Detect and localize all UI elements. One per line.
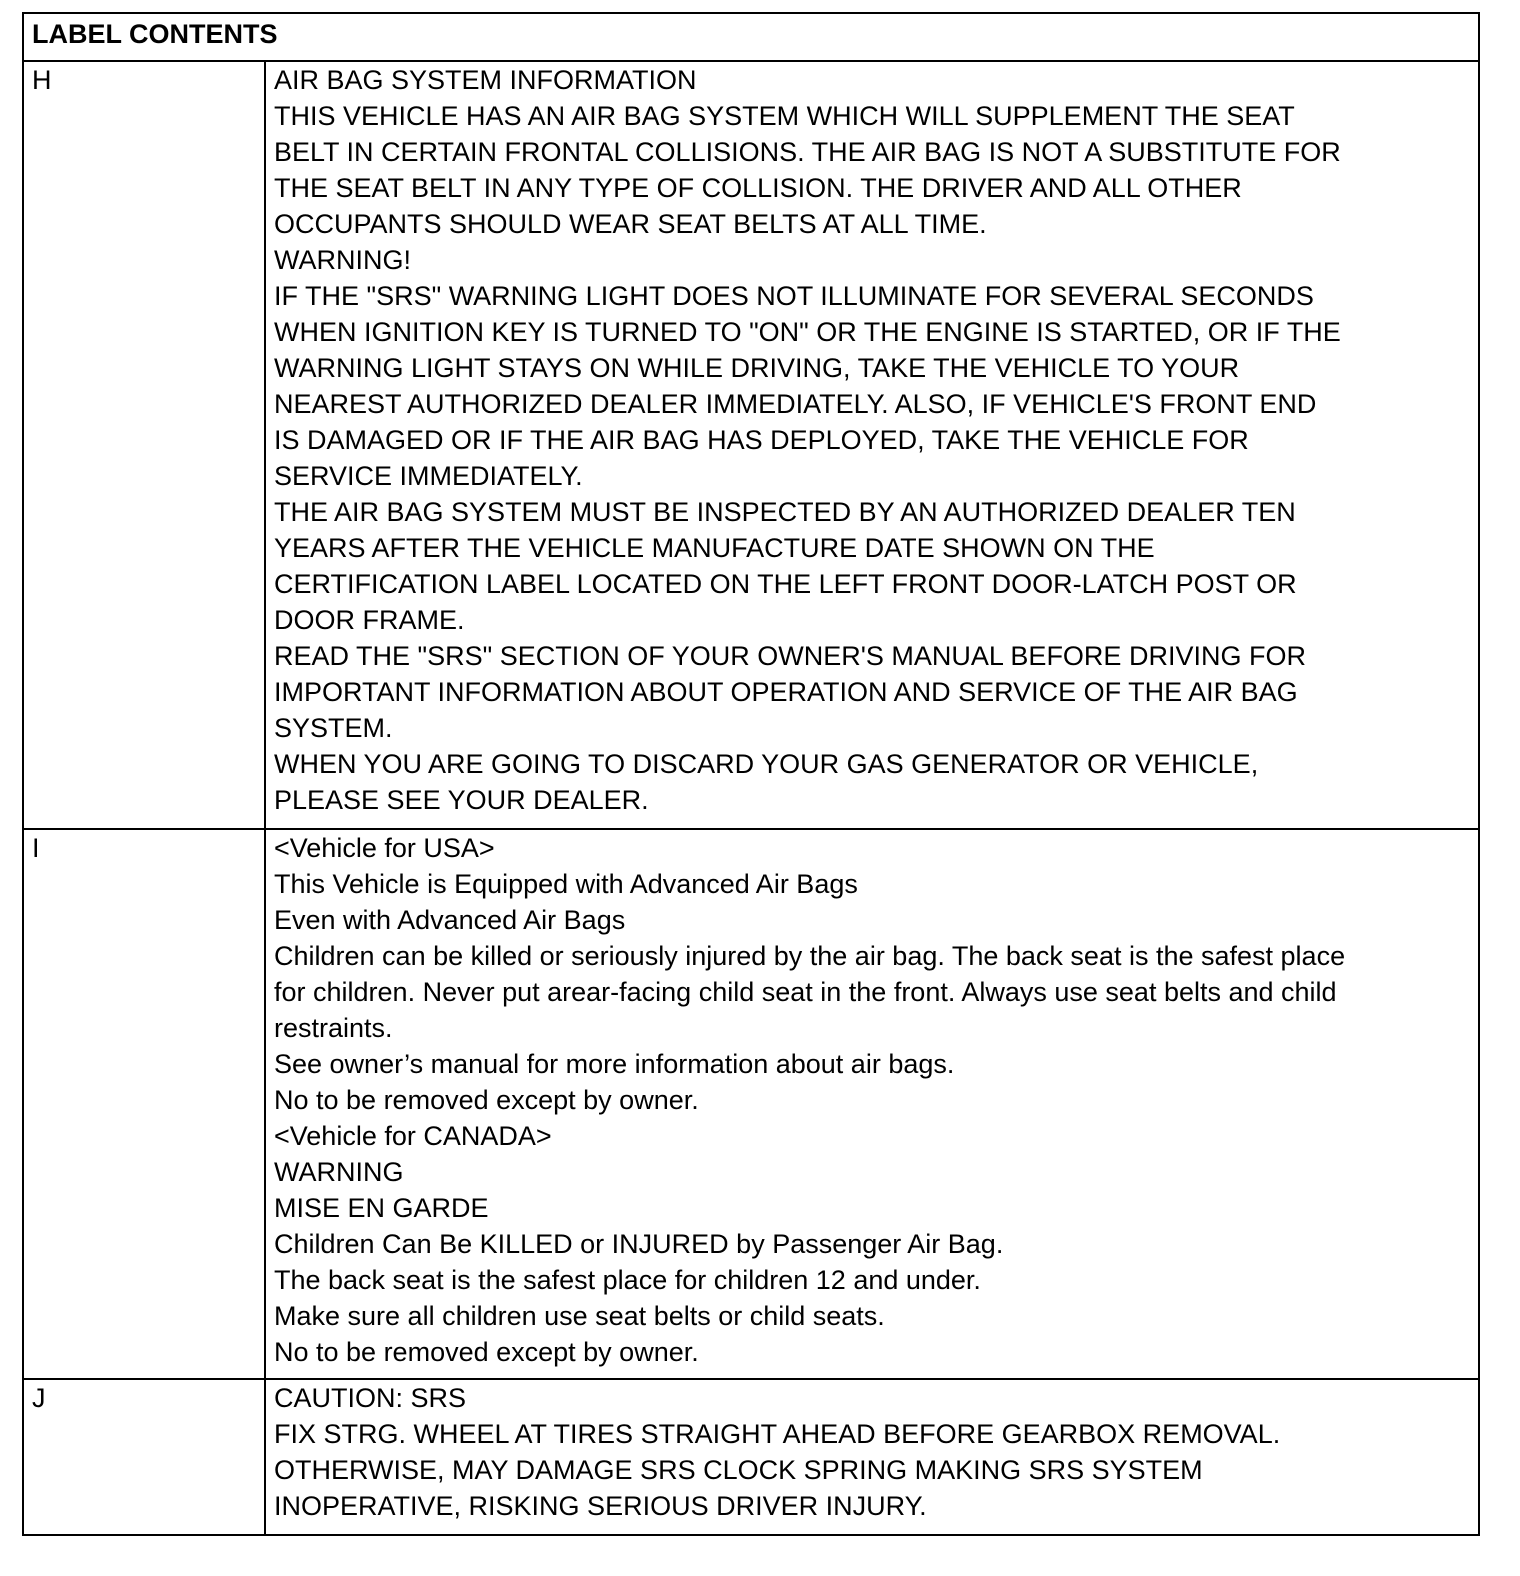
text-line: See owner’s manual for more information about air bags. (274, 1049, 955, 1079)
label-contents-table (22, 12, 1480, 1536)
text-line: MISE EN GARDE (274, 1193, 489, 1223)
table-row-j (23, 1379, 1479, 1535)
row-key-i: I (23, 829, 265, 1379)
text-line: IMPORTANT INFORMATION ABOUT OPERATION AND SERVICE OF THE AIR BAG (274, 677, 1298, 707)
text-line: THIS VEHICLE HAS AN AIR BAG SYSTEM WHICH WILL SUPPLEMENT THE SEAT (274, 101, 1295, 131)
text-line: NEAREST AUTHORIZED DEALER IMMEDIATELY. ALSO, IF VEHICLE'S FRONT END (274, 389, 1317, 419)
text-line: restraints. (274, 1013, 393, 1043)
text-line: CERTIFICATION LABEL LOCATED ON THE LEFT FRONT DOOR-LATCH POST OR (274, 569, 1297, 599)
text-line: INOPERATIVE, RISKING SERIOUS DRIVER INJURY. (274, 1491, 927, 1521)
row-text-j (265, 1379, 1479, 1535)
text-line: WARNING LIGHT STAYS ON WHILE DRIVING, TAKE THE VEHICLE TO YOUR (274, 353, 1240, 383)
text-line: YEARS AFTER THE VEHICLE MANUFACTURE DATE SHOWN ON THE (274, 533, 1155, 563)
text-line: PLEASE SEE YOUR DEALER. (274, 785, 649, 815)
row-key-j: J (23, 1379, 265, 1535)
text-line: Even with Advanced Air Bags (274, 905, 626, 935)
text-line: WARNING (274, 1157, 404, 1187)
table-header-row (23, 13, 1479, 61)
text-line: The back seat is the safest place for children 12 and under. (274, 1265, 981, 1295)
text-line: Children Can Be KILLED or INJURED by Passenger Air Bag. (274, 1229, 1004, 1259)
text-line: WHEN YOU ARE GOING TO DISCARD YOUR GAS GENERATOR OR VEHICLE, (274, 749, 1259, 779)
text-line: DOOR FRAME. (274, 605, 465, 635)
text-line: READ THE "SRS" SECTION OF YOUR OWNER'S MANUAL BEFORE DRIVING FOR (274, 641, 1306, 671)
text-line: OCCUPANTS SHOULD WEAR SEAT BELTS AT ALL TIME. (274, 209, 987, 239)
row-text-i (265, 829, 1479, 1379)
text-line: BELT IN CERTAIN FRONTAL COLLISIONS. THE AIR BAG IS NOT A SUBSTITUTE FOR (274, 137, 1341, 167)
text-line: <Vehicle for USA> (274, 833, 495, 863)
text-line: IF THE "SRS" WARNING LIGHT DOES NOT ILLUMINATE FOR SEVERAL SECONDS (274, 281, 1314, 311)
text-line: Make sure all children use seat belts or child seats. (274, 1301, 885, 1331)
row-text-h (265, 61, 1479, 829)
text-line: Children can be killed or seriously injured by the air bag. The back seat is the safest place (274, 941, 1346, 971)
table-title: LABEL CONTENTS (23, 13, 1479, 61)
text-line: for children. Never put arear-facing child seat in the front. Always use seat belts and child (274, 977, 1337, 1007)
text-line: FIX STRG. WHEEL AT TIRES STRAIGHT AHEAD BEFORE GEARBOX REMOVAL. (274, 1419, 1281, 1449)
text-line: This Vehicle is Equipped with Advanced Air Bags (274, 869, 858, 899)
text-line: No to be removed except by owner. (274, 1085, 699, 1115)
text-line: AIR BAG SYSTEM INFORMATION (274, 65, 697, 95)
table-row-i (23, 829, 1479, 1379)
text-line: <Vehicle for CANADA> (274, 1121, 552, 1151)
text-line: SYSTEM. (274, 713, 393, 743)
text-line: CAUTION: SRS (274, 1383, 467, 1413)
row-key-h: H (23, 61, 265, 829)
text-line: WHEN IGNITION KEY IS TURNED TO "ON" OR THE ENGINE IS STARTED, OR IF THE (274, 317, 1341, 347)
text-line: SERVICE IMMEDIATELY. (274, 461, 583, 491)
text-line: No to be removed except by owner. (274, 1337, 699, 1367)
text-line: THE SEAT BELT IN ANY TYPE OF COLLISION. THE DRIVER AND ALL OTHER (274, 173, 1242, 203)
text-line: WARNING! (274, 245, 411, 275)
table-row-h (23, 61, 1479, 829)
text-line: OTHERWISE, MAY DAMAGE SRS CLOCK SPRING MAKING SRS SYSTEM (274, 1455, 1203, 1485)
text-line: IS DAMAGED OR IF THE AIR BAG HAS DEPLOYED, TAKE THE VEHICLE FOR (274, 425, 1249, 455)
text-line: THE AIR BAG SYSTEM MUST BE INSPECTED BY AN AUTHORIZED DEALER TEN (274, 497, 1296, 527)
